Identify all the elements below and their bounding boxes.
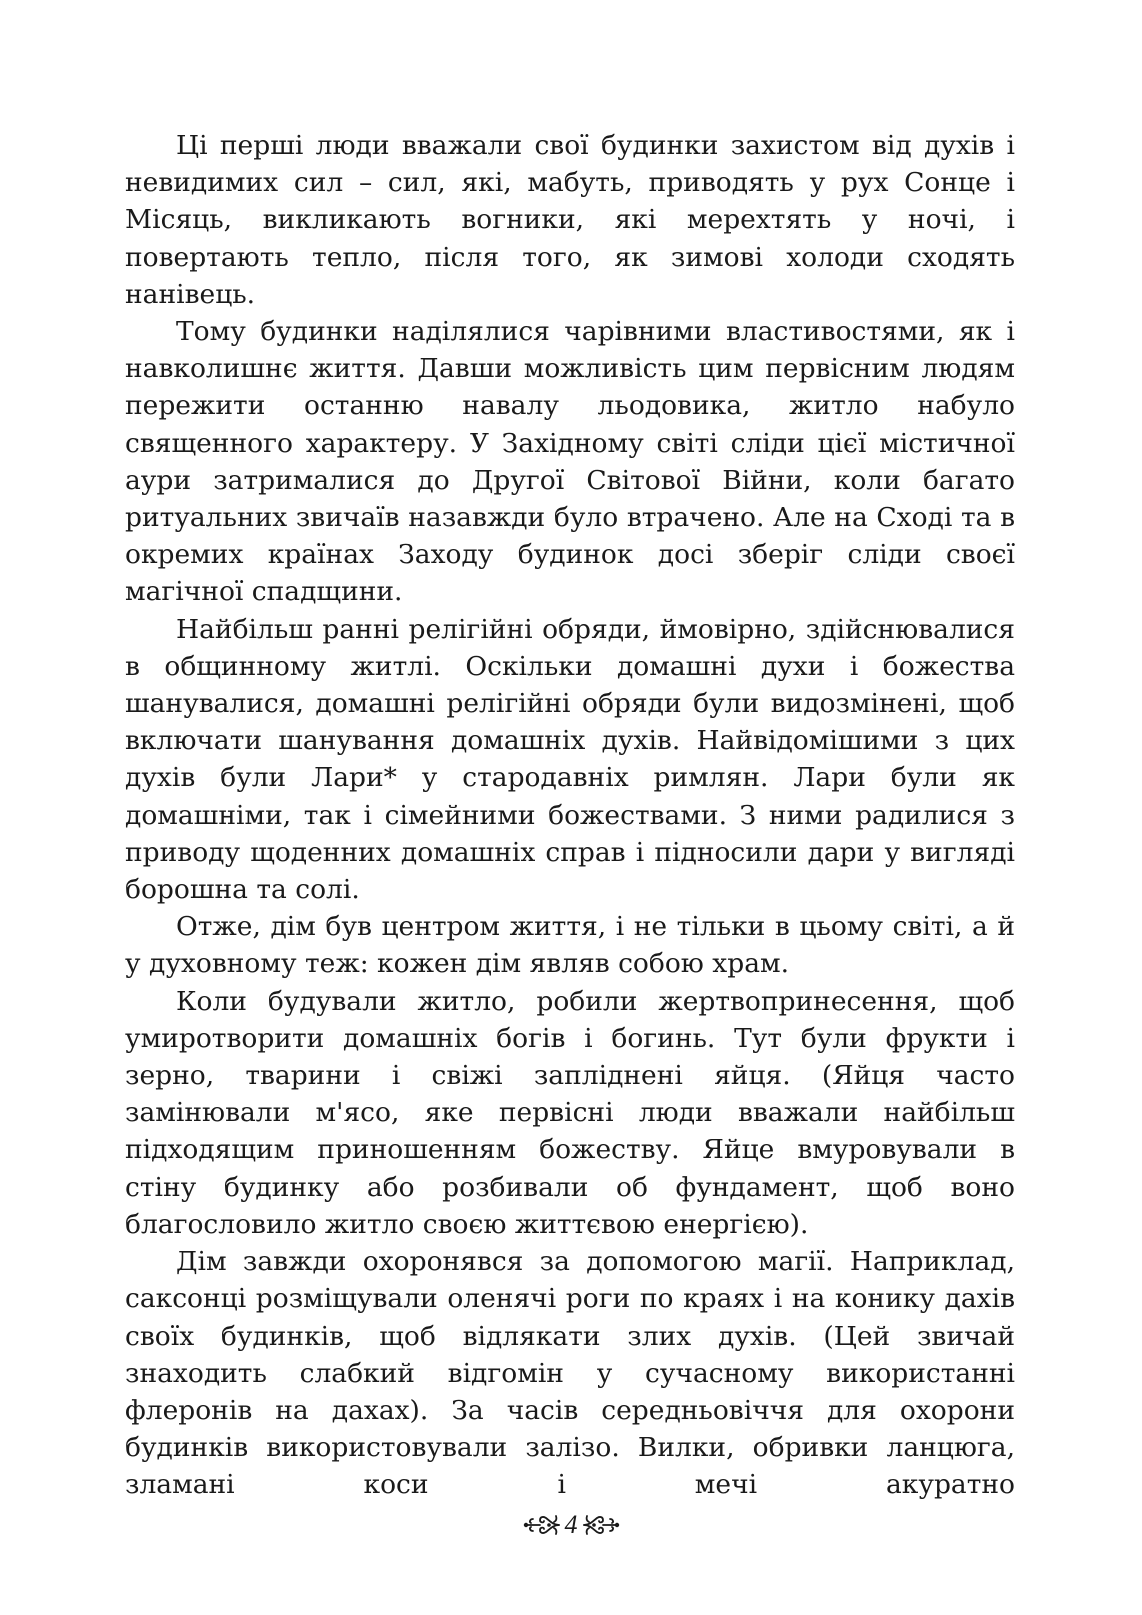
paragraph-4: Отже, дім був центром життя, і не тільки в цьому світі, а й у духовному теж: кожен дім являв собою храм. bbox=[125, 911, 1015, 980]
paragraph-5: Коли будували житло, робили жертвопринесення, щоб умиротворити домашніх богів і богинь. Тут були фрукти і зерно, тварини і свіжі запліднені яйця. (Яйця часто замінювали м'ясо, яке первісні люди вважали найбільш підходящим приношенням божеству. Яйце вмуровували в стіну будинку або розбивали об фундамент, щоб воно благословило житло своєю життєвою енергією). bbox=[125, 985, 1015, 1240]
fleuron-left-icon bbox=[523, 1510, 561, 1540]
page-footer bbox=[0, 1505, 1142, 1545]
page-number: 4 bbox=[564, 1510, 578, 1539]
paragraph-6: Дім завжди охоронявся за допомогою магії. Наприклад, саксонці розміщували оленячі роги по краях і на конику дахів своїх будинків, щоб відлякати злих духів. (Цей звичай знаходить слабкий відгомін у сучасному використанні флеронів на дахах). За часів середньовіччя для охорони будинків використовували залізо. Вилки, обривки ланцюга, зламані коси і мечі акуратно bbox=[125, 1246, 1015, 1501]
paragraph-1: Ці перші люди вважали свої будинки захистом від духів і невидимих сил – сил, які, мабуть, приводять у рух Сонце і Місяць, викликають вогники, які мерехтять у ночі, і повертають тепло, після того, як зимові холоди сходять нанівець. bbox=[125, 130, 1015, 310]
paragraph-2: Тому будинки наділялися чарівними властивостями, як і навколишнє життя. Давши можливість цим первісним людям пережити останню навалу льодовика, житло набуло священного характеру. У Західному світі сліди цієї містичної аури затрималися до Другої Світової Війни, коли багато ритуальних звичаїв назавжди було втрачено. Але на Сході та в окремих країнах Заходу будинок досі зберіг сліди своєї магічної спадщини. bbox=[125, 316, 1015, 608]
fleuron-right-icon bbox=[582, 1510, 620, 1540]
paragraph-3: Найбільш ранні релігійні обряди, ймовірно, здійснювалися в общинному житлі. Оскільки домашні духи і божества шанувалися, домашні релігійні обряди були видозмінені, щоб включати шанування домашніх духів. Найвідомішими з цих духів були Лари* у стародавніх римлян. Лари були як домашніми, так і сімейними божествами. З ними радилися з приводу щоденних домашніх справ і підносили дари у вигляді борошна та солі. bbox=[125, 613, 1015, 906]
page-body bbox=[125, 127, 1015, 1504]
